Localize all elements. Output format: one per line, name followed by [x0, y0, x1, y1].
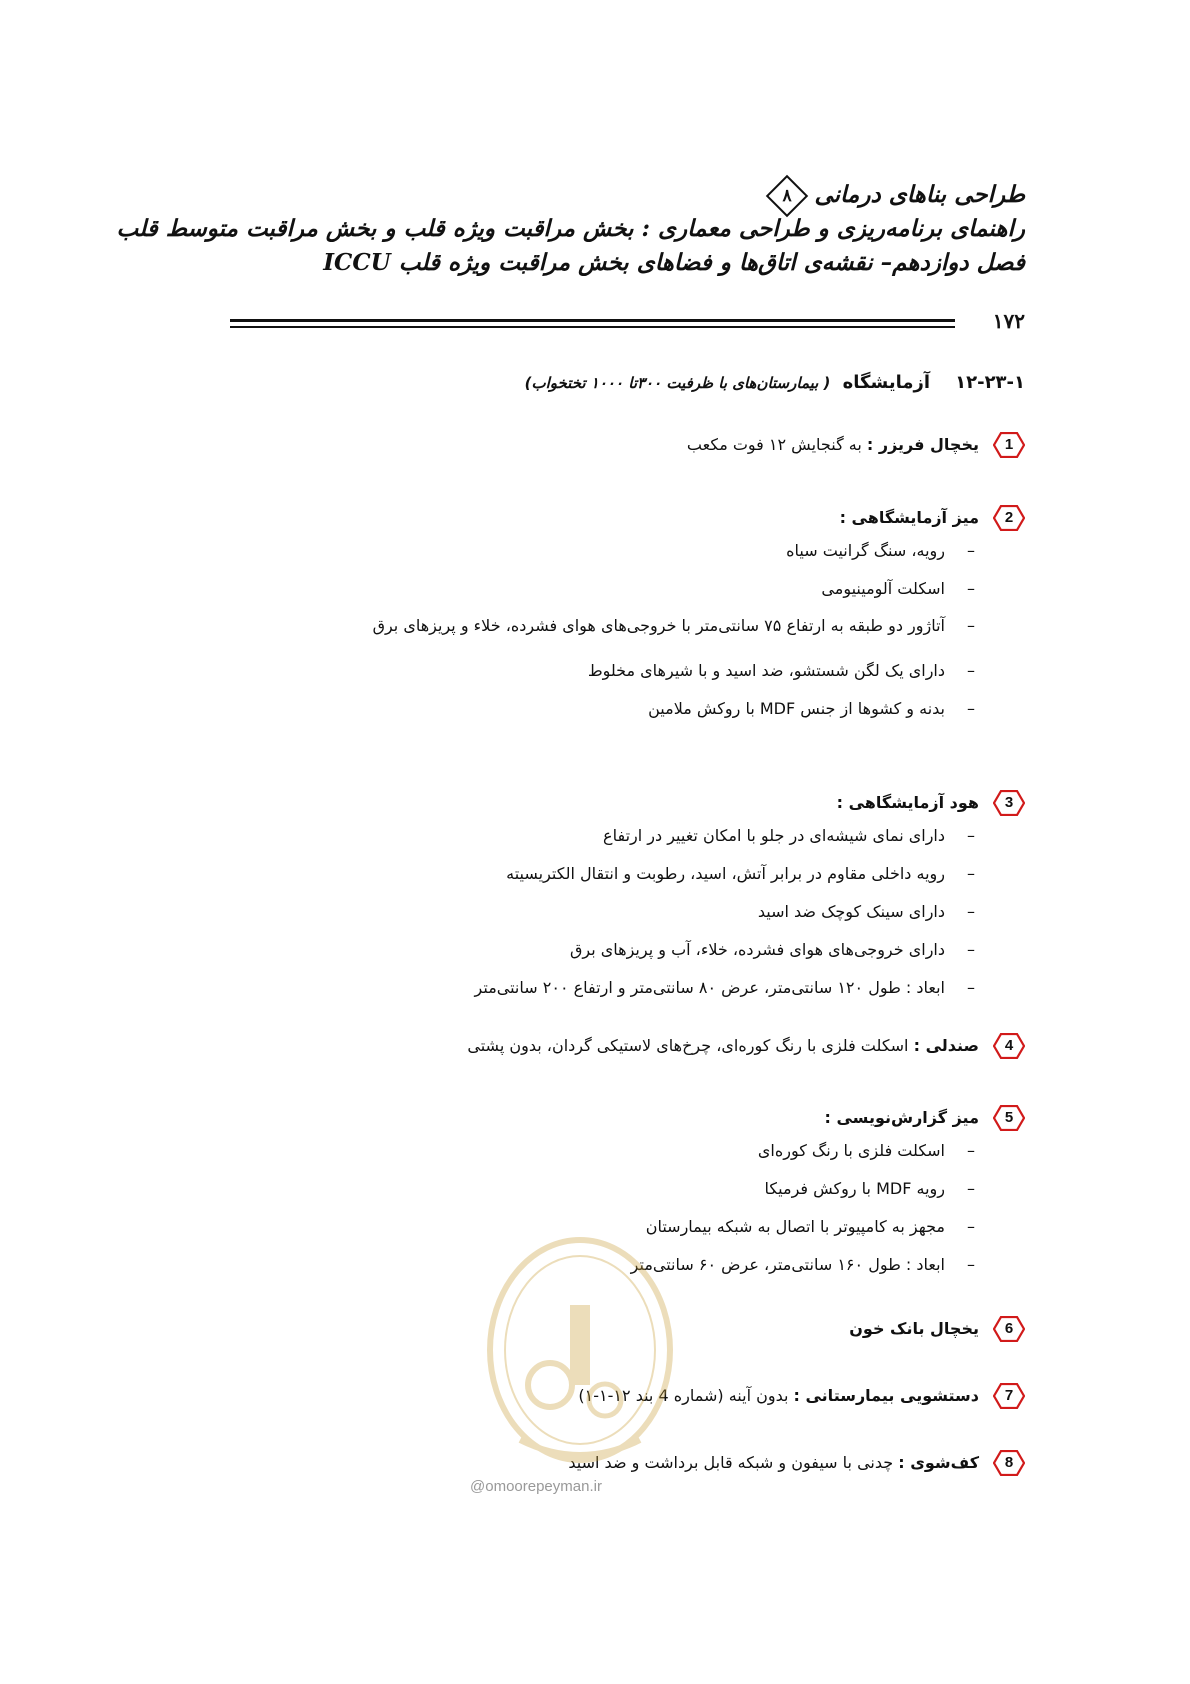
item-title: یخچال فریزر :: [866, 435, 979, 454]
hexagon-number-icon: 5: [993, 1105, 1025, 1131]
bullet-item: – دارای خروجی‌های هوای فشرده، خلاء، آب و پریزهای برق: [225, 938, 945, 962]
section-heading: [525, 372, 1025, 393]
item-description: بدون آینه (شماره 4 بند ۱۲-۱-۱): [578, 1386, 794, 1405]
section-number: ۱۲-۲۳-۱: [955, 372, 1025, 393]
bullet-item: – ابعاد : طول ۱۶۰ سانتی‌متر، عرض ۶۰ سانتی‌متر: [225, 1253, 945, 1277]
page-header: [116, 178, 1025, 280]
list-item: [225, 790, 1025, 1014]
bullet-item: – رویه، سنگ گرانیت سیاه: [225, 539, 945, 563]
bullet-item: – رویه داخلی مقاوم در برابر آتش، اسید، رطوبت و انتقال الکتریسیته: [225, 862, 945, 886]
item-title: کف‌شوی :: [898, 1453, 979, 1472]
page-number: ۱۷۲: [992, 309, 1025, 333]
bullet-list: [225, 539, 1025, 721]
bullet-item: – ابعاد : طول ۱۲۰ سانتی‌متر، عرض ۸۰ سانتی‌متر و ارتفاع ۲۰۰ سانتی‌متر: [225, 976, 945, 1000]
hexagon-number-icon: 2: [993, 505, 1025, 531]
item-description: چدنی با سیفون و شبکه قابل برداشت و ضد اسید: [568, 1453, 899, 1472]
hexagon-number-icon: 8: [993, 1450, 1025, 1476]
bullet-item: – مجهز به کامپیوتر با اتصال به شبکه بیمارستان: [225, 1215, 945, 1239]
item-title: یخچال بانک خون: [849, 1319, 979, 1338]
list-item: [225, 505, 1025, 735]
hexagon-number-icon: 6: [993, 1316, 1025, 1342]
double-rule: [230, 319, 955, 328]
section-subtitle: ( بیمارستان‌های با ظرفیت ۳۰۰تا ۱۰۰۰ تختخواب): [524, 374, 831, 392]
bullet-item: – آتاژور دو طبقه به ارتفاع ۷۵ سانتی‌متر با خروجی‌های هوای فشرده، خلاء و پریزهای برق: [335, 607, 945, 645]
bullet-item: – اسکلت آلومینیومی: [225, 577, 945, 601]
bullet-item: – اسکلت فلزی با رنگ کوره‌ای: [225, 1139, 945, 1163]
volume-badge: ۸: [766, 175, 808, 217]
list-item: [225, 1033, 1025, 1059]
bullet-list: [225, 824, 1025, 1000]
bullet-item: – دارای سینک کوچک ضد اسید: [225, 900, 945, 924]
bullet-item: – رویه MDF با روکش فرمیکا: [225, 1177, 945, 1201]
item-title: میز گزارش‌نویسی :: [824, 1108, 979, 1127]
item-title: هود آزمایشگاهی :: [836, 793, 979, 812]
item-title: میز آزمایشگاهی :: [839, 508, 979, 527]
chapter-title: فصل دوازدهم– نقشه‌ی اتاق‌ها و فضاهای بخش مراقبت ویژه قلب ICCU: [323, 249, 1025, 276]
header-rule: [230, 309, 1025, 333]
hexagon-number-icon: 1: [993, 432, 1025, 458]
book-title: طراحی بناهای درمانی ۸: [245, 178, 1025, 212]
hexagon-number-icon: 4: [993, 1033, 1025, 1059]
item-title: صندلی :: [913, 1036, 979, 1055]
item-description: به گنجایش ۱۲ فوت مکعب: [686, 435, 867, 454]
watermark-logo: [480, 1235, 680, 1475]
item-title: دستشویی بیمارستانی :: [793, 1386, 979, 1405]
item-description: اسکلت فلزی با رنگ کوره‌ای، چرخ‌های لاستیکی گردان، بدون پشتی: [467, 1036, 914, 1055]
list-item: [225, 432, 1025, 458]
guide-title: راهنمای برنامه‌ریزی و طراحی معماری : بخش مراقبت ویژه قلب و بخش مراقبت متوسط قلب: [116, 215, 1025, 242]
hexagon-number-icon: 7: [993, 1383, 1025, 1409]
hexagon-number-icon: 3: [993, 790, 1025, 816]
bullet-item: – دارای نمای شیشه‌ای در جلو با امکان تغییر در ارتفاع: [225, 824, 945, 848]
watermark-url: @omoorepeyman.ir: [470, 1478, 602, 1495]
bullet-item: – بدنه و کشوها از جنس MDF با روکش ملامین: [225, 697, 945, 721]
section-title: آزمایشگاه: [842, 372, 931, 393]
bullet-item: – دارای یک لگن شستشو، ضد اسید و با شیرهای مخلوط: [225, 659, 945, 683]
